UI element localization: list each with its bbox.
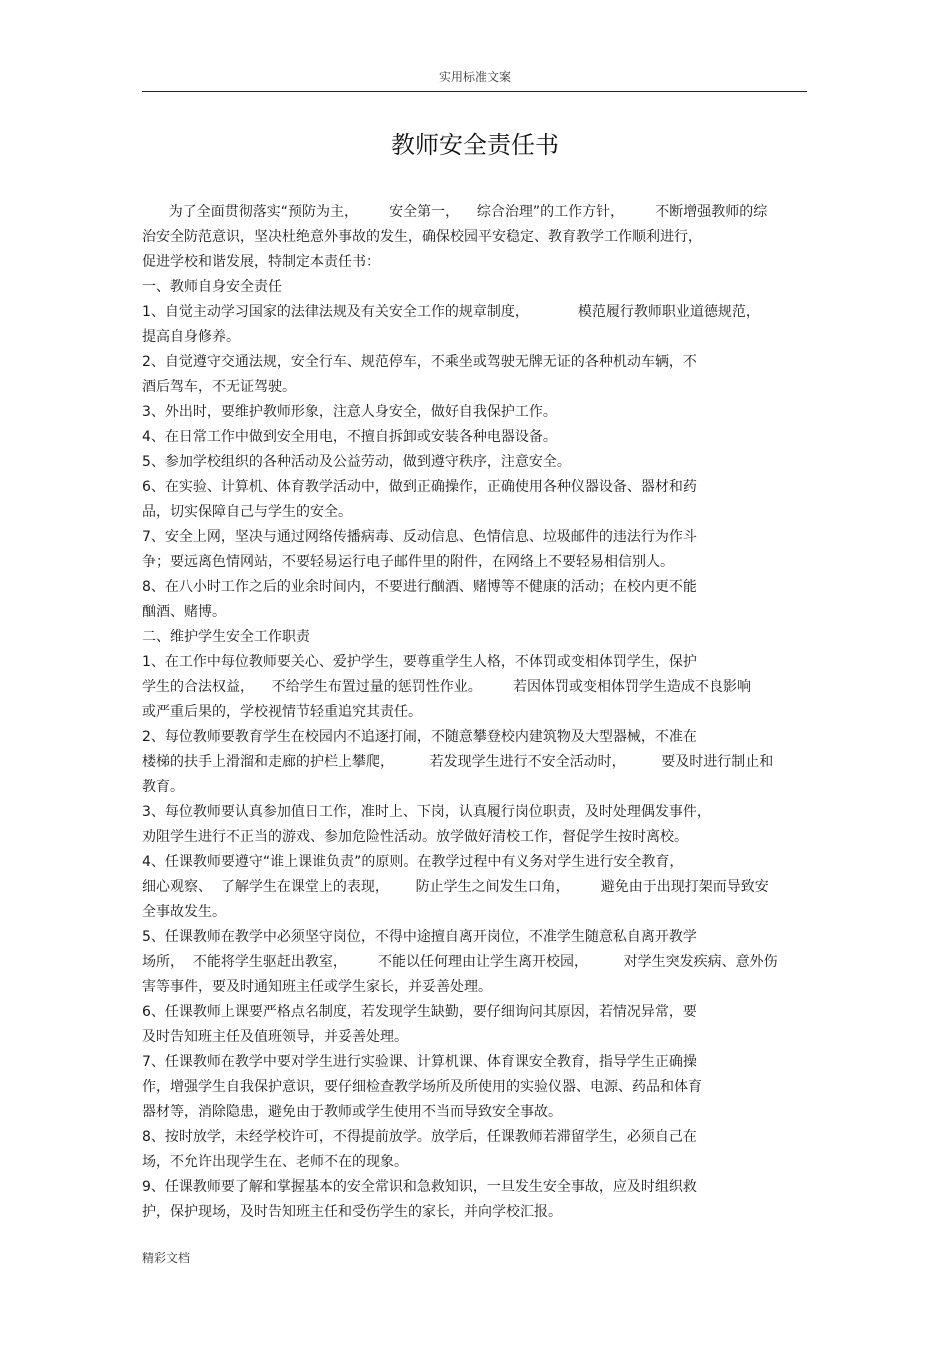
body-line: 及时告知班主任及值班领导，并妥善处理。 — [142, 1029, 408, 1045]
body-line: 二、维护学生安全工作职责 — [142, 629, 310, 645]
body-line: 4、任课教师要遵守“谁上课谁负责”的原则。在教学过程中有义务对学生进行安全教育， — [142, 854, 684, 870]
body-line: 8、在八小时工作之后的业余时间内，不要进行酗酒、赌博等不健康的活动；在校内更不能 — [142, 579, 697, 595]
body-line: 3、每位教师要认真参加值日工作，准时上、下岗，认真履行岗位职责，及时处理偶发事件， — [142, 804, 711, 820]
body-line: 细心观察、 了解学生在课堂上的表现， 防止学生之间发生口角， 避免由于出现打架而导致安 — [142, 879, 769, 895]
body-line: 3、外出时，要维护教师形象，注意人身安全，做好自我保护工作。 — [142, 404, 557, 420]
body-line: 促进学校和谐发展，特制定本责任书： — [142, 254, 380, 270]
body-line: 6、在实验、计算机、体育教学活动中，做到正确操作，正确使用各种仪器设备、器材和药 — [142, 479, 697, 495]
body-line: 7、安全上网，坚决与通过网络传播病毒、反动信息、色情信息、垃圾邮件的违法行为作斗 — [142, 529, 697, 545]
body-line: 器材等，消除隐患，避免由于教师或学生使用不当而导致安全事故。 — [142, 1104, 562, 1120]
body-line: 5、参加学校组织的各种活动及公益劳动，做到遵守秩序，注意安全。 — [142, 454, 571, 470]
body-line: 治安全防范意识，坚决杜绝意外事故的发生，确保校园平安稳定、教育教学工作顺利进行， — [142, 229, 702, 245]
body-line: 1、在工作中每位教师要关心、爱护学生，要尊重学生人格，不体罚或变相体罚学生，保护 — [142, 654, 697, 670]
body-line: 提高自身修养。 — [142, 329, 240, 345]
body-line: 2、每位教师要教育学生在校园内不追逐打闹，不随意攀登校内建筑物及大型器械，不准在 — [142, 729, 697, 745]
body-line: 酒后驾车，不无证驾驶。 — [142, 379, 296, 395]
body-line: 或严重后果的，学校视情节轻重追究其责任。 — [142, 704, 422, 720]
body-line: 争；要远离色情网站，不要轻易运行电子邮件里的附件，在网络上不要轻易相信别人。 — [142, 554, 674, 570]
body-line: 品，切实保障自己与学生的安全。 — [142, 504, 352, 520]
body-line: 护，保护现场，及时告知班主任和受伤学生的家长，并向学校汇报。 — [142, 1204, 562, 1220]
body-line: 一、教师自身安全责任 — [142, 279, 282, 295]
body-line: 5、任课教师在教学中必须坚守岗位，不得中途擅自离开岗位，不准学生随意私自离开教学 — [142, 929, 697, 945]
header-rule — [142, 91, 807, 92]
body-line: 酗酒、赌博。 — [142, 604, 226, 620]
page-footer: 精彩文档 — [142, 1251, 191, 1265]
body-line: 全事故发生。 — [142, 904, 226, 920]
body-line: 学生的合法权益， 不给学生布置过量的惩罚性作业。 若因体罚或变相体罚学生造成不良影响 — [142, 679, 751, 695]
body-line: 作，增强学生自我保护意识，要仔细检查教学场所及所使用的实验仪器、电源、药品和体育 — [142, 1079, 702, 1095]
body-line: 8、按时放学，未经学校许可，不得提前放学。放学后，任课教师若滞留学生，必须自己在 — [142, 1129, 697, 1145]
body-line: 教育。 — [142, 779, 184, 795]
body-line: 场，不允许出现学生在、老师不在的现象。 — [142, 1154, 408, 1170]
body-line: 2、自觉遵守交通法规，安全行车、规范停车，不乘坐或驾驶无牌无证的各种机动车辆，不 — [142, 354, 697, 370]
body-line: 害等事件，要及时通知班主任或学生家长，并妥善处理。 — [142, 979, 492, 995]
body-line: 为了全面贯彻落实“预防为主， 安全第一， 综合治理”的工作方针， 不断增强教师的综 — [142, 204, 768, 220]
body-line: 6、任课教师上课要严格点名制度，若发现学生缺勤，要仔细询问其原因，若情况异常，要 — [142, 1004, 697, 1020]
body-line: 场所， 不能将学生驱赶出教室， 不能以任何理由让学生离开校园， 对学生突发疾病、意外伤 — [142, 954, 778, 970]
body-line: 7、任课教师在教学中要对学生进行实验课、计算机课、体育课安全教育，指导学生正确操 — [142, 1054, 697, 1070]
body-line: 1、自觉主动学习国家的法律法规及有关安全工作的规章制度， 模范履行教师职业道德规范， — [142, 304, 760, 320]
body-line: 9、任课教师要了解和掌握基本的安全常识和急救知识，一旦发生安全事故，应及时组织救 — [142, 1179, 697, 1195]
body-line: 楼梯的扶手上滑溜和走廊的护栏上攀爬， 若发现学生进行不安全活动时， 要及时进行制止和 — [142, 754, 774, 770]
document-body — [142, 200, 807, 1225]
document-title: 教师安全责任书 — [391, 131, 559, 159]
body-line: 劝阻学生进行不正当的游戏、参加危险性活动。放学做好清校工作，督促学生按时离校。 — [142, 829, 688, 845]
body-line: 4、在日常工作中做到安全用电，不擅自拆卸或安装各种电器设备。 — [142, 429, 557, 445]
page-header: 实用标准文案 — [438, 70, 511, 84]
